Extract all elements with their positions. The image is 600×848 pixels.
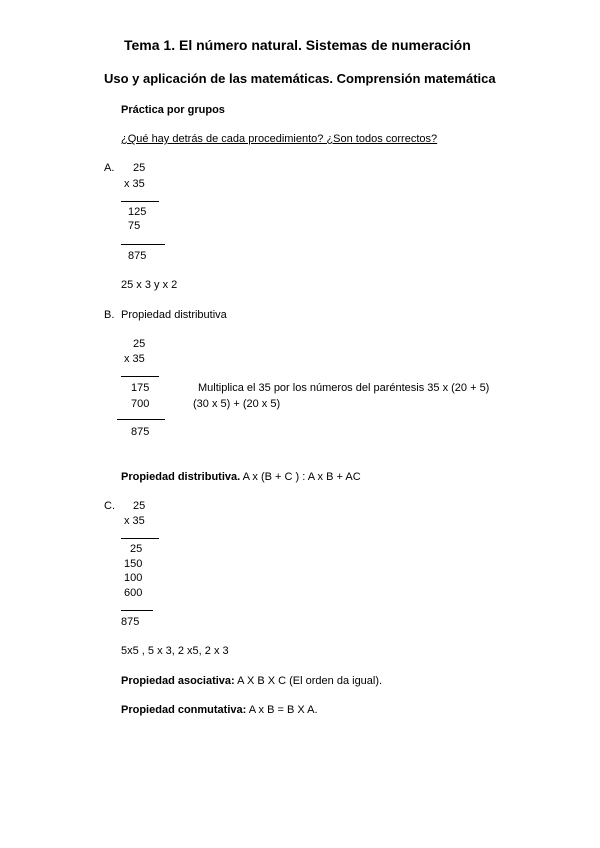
b-rule-2 — [117, 419, 165, 420]
b-explanation-2: (30 x 5) + (20 x 5) — [193, 398, 281, 410]
a-multiplier: x 35 — [124, 178, 145, 190]
c-assoc-text: A X B X C (El orden da igual). — [237, 675, 383, 687]
b-partial-1: 175 — [131, 382, 150, 394]
c-partial-3: 100 — [124, 572, 143, 584]
c-note: 5x5 , 5 x 3, 2 x5, 2 x 3 — [121, 645, 229, 657]
b-result: 875 — [131, 426, 150, 438]
section-a-marker: A. — [104, 162, 115, 174]
c-multiplier: x 35 — [124, 515, 145, 527]
page-title: Tema 1. El número natural. Sistemas de numeración — [124, 37, 471, 53]
c-comm-text: A x B = B X A. — [248, 704, 318, 716]
page-subtitle: Uso y aplicación de las matemáticas. Comprensión matemática — [104, 71, 496, 86]
c-partial-1: 25 — [130, 543, 143, 555]
c-assoc-name: Propiedad asociativa: — [121, 675, 235, 687]
c-rule-1 — [121, 538, 159, 539]
b-property-formula: A x (B + C ) : A x B + AC — [242, 471, 361, 483]
b-partial-2: 700 — [131, 398, 150, 410]
b-rule-1 — [121, 376, 159, 377]
a-partial-2: 75 — [128, 220, 141, 232]
c-comm-name: Propiedad conmutativa: — [121, 704, 247, 716]
a-rule-1 — [121, 201, 159, 202]
a-result: 875 — [128, 250, 147, 262]
b-multiplier: x 35 — [124, 353, 145, 365]
a-rule-2 — [121, 244, 165, 245]
question-text: ¿Qué hay detrás de cada procedimiento? ¿Son todos correctos? — [121, 133, 438, 145]
c-associative — [121, 675, 382, 688]
c-commutative — [121, 704, 318, 717]
b-property-name: Propiedad distributiva. — [121, 471, 241, 483]
a-note: 25 x 3 y x 2 — [121, 279, 178, 291]
c-partial-4: 600 — [124, 587, 143, 599]
c-result: 875 — [121, 616, 140, 628]
c-multiplicand: 25 — [133, 500, 146, 512]
a-multiplicand: 25 — [133, 162, 146, 174]
b-explanation-1: Multiplica el 35 por los números del paréntesis 35 x (20 + 5) — [198, 382, 490, 394]
b-label: Propiedad distributiva — [121, 309, 227, 321]
b-multiplicand: 25 — [133, 338, 146, 350]
c-partial-2: 150 — [124, 558, 143, 570]
section-c-marker: C. — [104, 500, 115, 512]
section-b-marker: B. — [104, 309, 115, 321]
c-rule-2 — [121, 610, 153, 611]
a-partial-1: 125 — [128, 206, 147, 218]
b-property — [121, 471, 361, 484]
section-heading: Práctica por grupos — [121, 104, 225, 116]
